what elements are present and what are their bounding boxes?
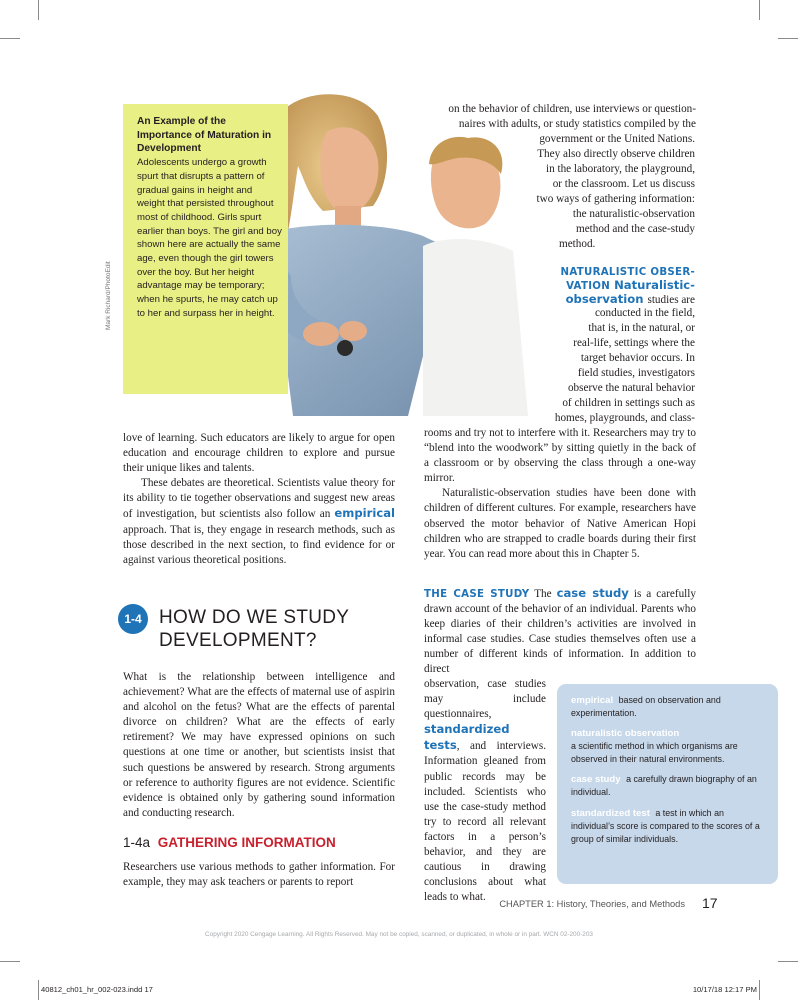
right-line: or the classroom. Let us discuss bbox=[552, 178, 695, 190]
standardized-tests-term: standardized tests bbox=[424, 722, 510, 753]
glossary-definition: a scientific method in which organisms are observed in their natural environments. bbox=[571, 741, 738, 764]
right-line: the naturalistic-observation bbox=[572, 208, 695, 220]
chapter-footer: CHAPTER 1: History, Theories, and Methods bbox=[499, 899, 685, 909]
left-p1: love of learning. Such educators are likely to argue for open education and encourage children to explore and pursue their unique likes and talents. bbox=[123, 432, 395, 475]
naturalistic-line2-rest: studies are bbox=[647, 294, 695, 306]
glossary-box bbox=[557, 684, 778, 884]
naturalistic-term-2: observation bbox=[565, 292, 644, 306]
subsection-title: GATHERING INFORMATION bbox=[157, 835, 336, 850]
empirical-term: empirical bbox=[334, 506, 396, 521]
section-number-badge: 1-4 bbox=[118, 604, 148, 634]
glossary-term: standardized test bbox=[571, 807, 650, 819]
right-line: They also directly observe children bbox=[537, 148, 695, 160]
right-line: on the behavior of children, use interviews or question- bbox=[448, 103, 696, 115]
crop-mark bbox=[778, 961, 798, 962]
left-column-top bbox=[123, 431, 395, 568]
naturalistic-line: of children in settings such as bbox=[562, 397, 695, 409]
caption-title: An Example of the Importance of Maturation in Development bbox=[137, 116, 272, 155]
glossary-entry bbox=[571, 773, 768, 799]
left-p4: Researchers use various methods to gather information. For example, they may ask teachers or parents to report bbox=[123, 861, 395, 889]
case-study-paragraph bbox=[424, 586, 696, 678]
subsection-heading bbox=[123, 835, 336, 850]
glossary-definition: a test in which an individual’s score is compared to the scores of a group of similar individuals. bbox=[571, 807, 760, 844]
case-study-kicker: THE CASE STUDY bbox=[424, 589, 530, 600]
glossary-definition: based on observation and experimentation. bbox=[571, 695, 721, 719]
left-p3: What is the relationship between intelligence and achievement? What are the effects of maternal use of aspirin and alcohol on the fetus? What are the effects of parental divorce on children? What are the effects of early retirement? We may have expressed opinions on such questions at one time or another, but scientists insist that such questions be answered by research. Strong arguments or reference to authority figures are not evidence. Scientific evidence is obtained only by gathering sound information and conducting research. bbox=[123, 671, 395, 819]
left-p2-pre: These debates are theoretical. Scientists value theory for its ability to tie together observations and suggest new areas of investigation, but scientists also follow an bbox=[123, 477, 395, 521]
case-study-the: The bbox=[534, 588, 552, 600]
crop-mark bbox=[0, 38, 20, 39]
caption-body: Adolescents undergo a growth spurt that disrupts a pattern of gradual gains in height and weight that persisted throughout most of childhood. Girls spurt earlier than boys. The girl and boy shown here are actually the same age, even though the girl towers over the boy. But her height advantage may be temporary; when he spurts, he may catch up to her and surpass her in height. bbox=[137, 157, 282, 319]
case-study-narrow bbox=[424, 677, 546, 905]
crop-mark bbox=[759, 0, 760, 20]
naturalistic-kicker-2: VATION bbox=[566, 281, 611, 292]
glossary-entry bbox=[571, 694, 768, 720]
photo-credit: Mark Richard/PhotoEdit bbox=[105, 261, 112, 330]
naturalistic-line: field studies, investigators bbox=[577, 367, 695, 379]
right-line: government or the United Nations. bbox=[539, 133, 695, 145]
naturalistic-line: that is, in the natural, or bbox=[588, 322, 695, 334]
crop-mark bbox=[38, 980, 39, 1000]
glossary-term: case study bbox=[571, 774, 621, 786]
naturalistic-line: homes, playgrounds, and class- bbox=[554, 412, 695, 424]
left-p2-post: approach. That is, they engage in research methods, such as those described in the next section, to find evidence for or against various theoretical positions. bbox=[123, 523, 395, 566]
naturalistic-cont: rooms and try not to interfere with it. Researchers may try to “blend into the woodwork” by sitting quietly in the back of a classroom or by observing the class through a one-way mirror. bbox=[424, 427, 696, 485]
photo-caption bbox=[137, 115, 282, 321]
crop-mark bbox=[0, 961, 20, 962]
left-p4-block bbox=[123, 860, 395, 890]
naturalistic-line: real-life, settings where the bbox=[573, 337, 695, 349]
right-line: two ways of gathering information: bbox=[536, 193, 695, 205]
glossary-term: empirical bbox=[571, 695, 614, 706]
left-p2 bbox=[123, 476, 395, 568]
case-study-term: case study bbox=[556, 586, 629, 600]
right-line: method and the case-study bbox=[576, 223, 695, 235]
page-number: 17 bbox=[702, 895, 718, 911]
crop-mark bbox=[759, 980, 760, 1000]
copyright-notice: Copyright 2020 Cengage Learning. All Rights Reserved. May not be copied, scanned, or duplicated, in whole or in part. WCN 02-200-203 bbox=[205, 931, 593, 938]
crop-mark bbox=[778, 38, 798, 39]
naturalistic-paragraph-cont bbox=[424, 426, 696, 562]
case-study-text: is a carefully drawn account of the behavior of an individual. Parents who keep diaries of their children’s activities are involved in informal case studies. Case studies themselves often use a number of different kinds of information. In addition to direct bbox=[424, 588, 696, 676]
case-study-narrow-pre: observation, case studies may include questionnaires, bbox=[424, 678, 546, 721]
case-study-narrow-post: , and interviews. Information gleaned from public records may be included. Scientists who use the case-study method try to record all relevant factors in a person’s behavior, and they are cautious in drawing conclusions about what leads to what. bbox=[424, 740, 546, 904]
glossary-entry bbox=[571, 728, 768, 765]
crop-mark bbox=[38, 0, 39, 20]
naturalistic-line: conducted in the field, bbox=[594, 307, 695, 319]
naturalistic-line: observe the natural behavior bbox=[567, 382, 695, 394]
right-line: method. bbox=[559, 238, 596, 250]
print-slug-file: 40812_ch01_hr_002-023.indd 17 bbox=[41, 985, 153, 994]
naturalistic-line: target behavior occurs. In bbox=[580, 352, 695, 364]
glossary-term: naturalistic observation bbox=[571, 727, 680, 739]
naturalistic-kicker-1: NATURALISTIC OBSER- bbox=[560, 267, 695, 278]
section-title: HOW DO WE STUDY DEVELOPMENT? bbox=[159, 607, 349, 651]
naturalistic-term-1: Naturalistic- bbox=[614, 278, 695, 292]
naturalistic-p2: Naturalistic-observation studies have been done with children of different cultures. For example, researchers have observed the motor behavior of Native American Hopi children who are strapped to cradle boards during their first year. You can read more about this in Chapter 5. bbox=[424, 487, 696, 560]
left-p3-block bbox=[123, 670, 395, 821]
subsection-number: 1-4a bbox=[123, 835, 151, 850]
glossary-definition: a carefully drawn biography of an individual. bbox=[571, 774, 757, 798]
print-slug-date: 10/17/18 12:17 PM bbox=[692, 985, 757, 994]
right-line: in the laboratory, the playground, bbox=[545, 163, 695, 175]
glossary-entry bbox=[571, 807, 768, 845]
right-line: naires with adults, or study statistics compiled by the bbox=[458, 118, 696, 130]
